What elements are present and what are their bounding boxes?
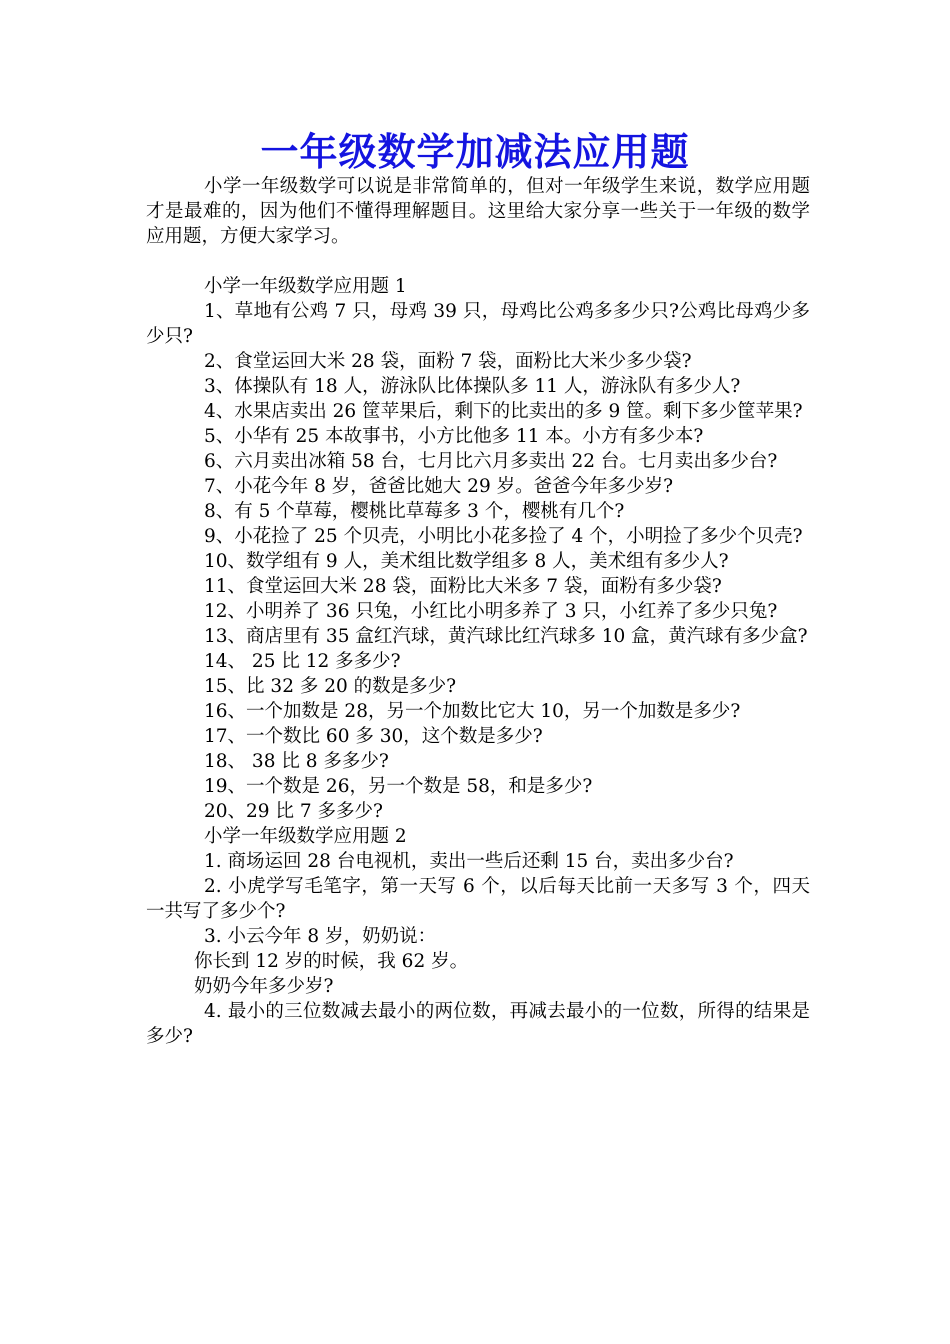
document-body xyxy=(146,174,810,1049)
section2-question-3-line3: 奶奶今年多少岁? xyxy=(194,976,334,997)
paragraph-gap xyxy=(146,249,810,274)
question-3: 3、体操队有 18 人，游泳队比体操队多 11 人，游泳队有多少人? xyxy=(204,376,741,397)
question-19: 19、一个数是 26，另一个数是 58，和是多少? xyxy=(204,776,593,797)
section-heading-1: 小学一年级数学应用题 1 xyxy=(204,276,407,297)
question-10: 10、数学组有 9 人，美术组比数学组多 8 人，美术组有多少人? xyxy=(204,551,729,572)
question-16: 16、一个加数是 28，另一个加数比它大 10，另一个加数是多少? xyxy=(204,701,741,722)
question-12: 12、小明养了 36 只兔，小红比小明多养了 3 只，小红养了多少只兔? xyxy=(204,601,778,622)
question-8: 8、有 5 个草莓，樱桃比草莓多 3 个，樱桃有几个? xyxy=(204,501,625,522)
question-4: 4、水果店卖出 26 筐苹果后，剩下的比卖出的多 9 筐。剩下多少筐苹果? xyxy=(204,401,803,422)
question-15: 15、比 32 多 20 的数是多少? xyxy=(204,676,457,697)
question-13: 13、商店里有 35 盒红汽球，黄汽球比红汽球多 10 盒，黄汽球有多少盒? xyxy=(204,626,808,647)
question-6: 6、六月卖出冰箱 58 台，七月比六月多卖出 22 台。七月卖出多少台? xyxy=(204,451,778,472)
question-14: 14、 25 比 12 多多少? xyxy=(204,651,401,672)
question-1: 1、草地有公鸡 7 只，母鸡 39 只，母鸡比公鸡多多少只?公鸡比母鸡少多少只? xyxy=(146,301,810,347)
section2-question-3: 3. 小云今年 8 岁，奶奶说： xyxy=(204,926,437,947)
question-5: 5、小华有 25 本故事书，小方比他多 11 本。小方有多少本? xyxy=(204,426,704,447)
section2-question-2: 2. 小虎学写毛笔字，第一天写 6 个，以后每天比前一天多写 3 个，四天一共写了多少个? xyxy=(146,876,810,922)
section2-question-1: 1. 商场运回 28 台电视机，卖出一些后还剩 15 台，卖出多少台? xyxy=(204,851,734,872)
intro-paragraph: 小学一年级数学可以说是非常简单的，但对一年级学生来说，数学应用题才是最难的，因为他们不懂得理解题目。这里给大家分享一些关于一年级的数学应用题，方便大家学习。 xyxy=(146,176,810,247)
question-9: 9、小花捡了 25 个贝壳，小明比小花多捡了 4 个，小明捡了多少个贝壳? xyxy=(204,526,803,547)
question-18: 18、 38 比 8 多多少? xyxy=(204,751,389,772)
question-11: 11、食堂运回大米 28 袋，面粉比大米多 7 袋，面粉有多少袋? xyxy=(204,576,722,597)
question-20: 20、29 比 7 多多少? xyxy=(204,801,383,822)
document-title: 一年级数学加减法应用题 xyxy=(260,129,690,174)
question-2: 2、食堂运回大米 28 袋，面粉 7 袋，面粉比大米少多少袋? xyxy=(204,351,692,372)
section2-question-4: 4. 最小的三位数减去最小的两位数，再减去最小的一位数，所得的结果是多少? xyxy=(146,1001,810,1047)
section-heading-2: 小学一年级数学应用题 2 xyxy=(204,826,407,847)
question-17: 17、一个数比 60 多 30，这个数是多少? xyxy=(204,726,543,747)
question-7: 7、小花今年 8 岁，爸爸比她大 29 岁。爸爸今年多少岁? xyxy=(204,476,674,497)
section2-question-3-line2: 你长到 12 岁的时候，我 62 岁。 xyxy=(194,951,469,972)
